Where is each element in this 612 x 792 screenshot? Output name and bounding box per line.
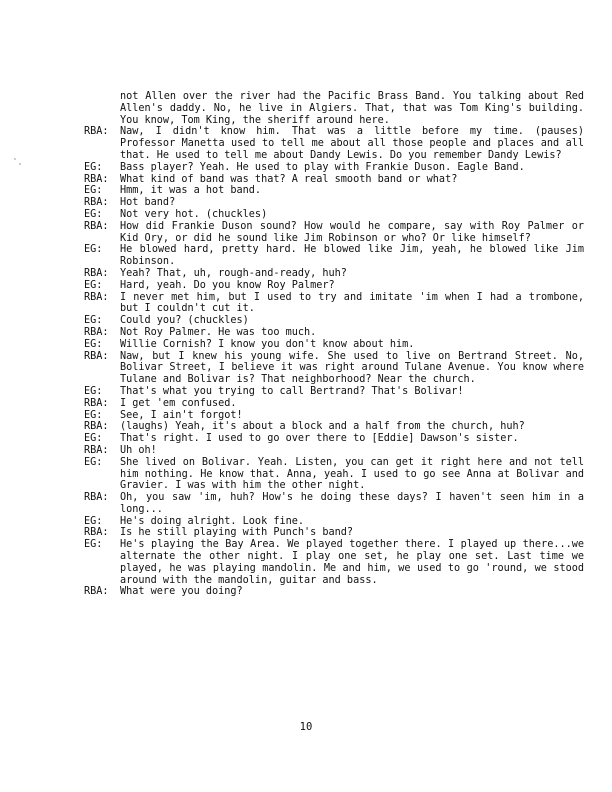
- transcript-entry: [84, 327, 584, 339]
- entry-text: Hot band?: [120, 197, 176, 209]
- entry-text: Could you? (chuckles): [120, 315, 249, 327]
- scan-speck: [14, 158, 16, 160]
- transcript-entry: [84, 280, 584, 292]
- entry-text: Yeah? That, uh, rough-and-ready, huh?: [120, 267, 347, 279]
- speaker-label: RBA:: [84, 326, 109, 338]
- page-number: 10: [299, 721, 313, 733]
- transcript-entry: [84, 386, 584, 398]
- speaker-label: EG:: [84, 208, 103, 220]
- entry-text: What were you doing?: [120, 586, 243, 598]
- transcript-entry: [84, 162, 584, 174]
- transcript-entry: [84, 209, 584, 221]
- transcript-entry: [84, 220, 591, 245]
- transcript-entry: [84, 197, 584, 209]
- entry-text: not Allen over the river had the Pacific Brass Band. You talking about Red Allen's daddy. No, he live in Algiers. That, that was Tom King's building. You know, Tom King, the sheriff around here.: [120, 91, 591, 126]
- transcript-entry: [84, 410, 584, 422]
- speaker-label: EG:: [84, 161, 103, 173]
- entry-text: Oh, you saw 'im, huh? How's he doing these days? I haven't seen him in a long...: [120, 492, 591, 515]
- speaker-label: EG:: [84, 315, 103, 327]
- speaker-label: EG:: [84, 515, 103, 527]
- entry-text: I never met him, but I used to try and imitate 'im when I had a trombone, but I couldn't cut it.: [120, 291, 591, 315]
- entry-text: That's what you trying to call Bertrand? That's Bolivar!: [120, 385, 464, 397]
- speaker-label: RBA:: [84, 444, 109, 456]
- entry-text: Hmm, it was a hot band.: [120, 185, 262, 197]
- transcript-entry: [84, 586, 584, 598]
- transcript-entry: [84, 433, 584, 445]
- entry-text: Not Roy Palmer. He was too much.: [120, 326, 317, 338]
- entry-text: How did Frankie Duson sound? How would he compare, say with Roy Palmer or Kid Ory, or did he sound like Jim Robinson or who? Or like himself?: [120, 220, 591, 244]
- speaker-label: EG:: [84, 279, 103, 291]
- speaker-label: EG:: [84, 244, 103, 256]
- speaker-label: RBA:: [84, 421, 109, 433]
- transcript-entry: [84, 291, 591, 316]
- speaker-label: RBA:: [84, 527, 109, 539]
- entry-text: Bass player? Yeah. He used to play with Frankie Duson. Eagle Band.: [120, 161, 525, 173]
- speaker-label: [84, 91, 120, 126]
- speaker-label: RBA:: [84, 492, 109, 504]
- speaker-label: RBA:: [84, 291, 109, 303]
- transcript-entry: [84, 398, 584, 410]
- entry-text: Willie Cornish? I know you don't know about him.: [120, 338, 415, 350]
- transcript-entry: [84, 126, 591, 161]
- entry-text: Not very hot. (chuckles): [120, 208, 268, 220]
- transcript-entry: [84, 456, 591, 492]
- entry-text: Is he still playing with Punch's band?: [120, 527, 354, 539]
- speaker-label: EG:: [84, 338, 103, 350]
- transcript-entry: [84, 91, 591, 126]
- transcript-entry: [84, 539, 591, 586]
- entry-text: What kind of band was that? A real smooth band or what?: [120, 173, 458, 185]
- transcript-entry: [84, 244, 591, 268]
- speaker-label: RBA:: [84, 173, 109, 185]
- entry-text: Hard, yeah. Do you know Roy Palmer?: [120, 279, 335, 291]
- scan-speck: [19, 163, 21, 165]
- speaker-label: RBA:: [84, 126, 109, 138]
- speaker-label: RBA:: [84, 586, 109, 598]
- speaker-label: RBA:: [84, 197, 109, 209]
- entry-text: He's doing alright. Look fine.: [120, 515, 305, 527]
- transcript-entry: [84, 421, 584, 433]
- entry-text: She lived on Bolivar. Yeah. Listen, you can get it right here and not tell him nothing. He know that. Anna, yeah. I used to go see Anna at Bolivar and Gravier. I was with him the other night.: [120, 456, 591, 492]
- speaker-label: EG:: [84, 433, 103, 445]
- speaker-label: EG:: [84, 409, 103, 421]
- transcript-entry: [84, 527, 584, 539]
- transcript-entry: [84, 185, 584, 197]
- transcript-entry: [84, 516, 584, 528]
- transcript-entry: [84, 350, 591, 386]
- entry-text: Naw, I didn't know him. That was a little before my time. (pauses) Professor Manetta used to tell me about all those people and places and all that. He used to tell me about Dandy Lewis. Do you remember Dandy Lewis?: [120, 126, 591, 161]
- entry-text: I get 'em confused.: [120, 397, 237, 409]
- transcript-entry: [84, 492, 591, 516]
- entry-text: That's right. I used to go over there to [Eddie] Dawson's sister.: [120, 433, 519, 445]
- entry-text: Naw, but I knew his young wife. She used to live on Bertrand Street. No, Bolivar Street, I believe it was right around Tulane Avenue. You know where Tulane and Bolivar is? That neighborhood? Near the church.: [120, 350, 591, 386]
- speaker-label: EG:: [84, 456, 103, 468]
- speaker-label: RBA:: [84, 397, 109, 409]
- transcript-entry: [84, 339, 584, 351]
- transcript-entry: [84, 174, 584, 186]
- speaker-label: RBA:: [84, 220, 109, 232]
- transcript-entry: [84, 315, 584, 327]
- speaker-label: EG:: [84, 185, 103, 197]
- transcript-entry: [84, 445, 584, 457]
- transcript-body: [84, 91, 591, 598]
- entry-text: See, I ain't forgot!: [120, 409, 243, 421]
- entry-text: Uh oh!: [120, 444, 157, 456]
- entry-text: He blowed hard, pretty hard. He blowed like Jim, yeah, he blowed like Jim Robinson.: [120, 244, 591, 268]
- speaker-label: RBA:: [84, 350, 109, 362]
- entry-text: He's playing the Bay Area. We played together there. I played up there...we alternate the other night. I play one set, he play one set. Last time we played, he was playing mandolin. Me and him, we used to go 'round, we stood around with the mandolin, guitar and bass.: [120, 539, 591, 586]
- transcript-entry: [84, 268, 584, 280]
- speaker-label: EG:: [84, 539, 103, 551]
- speaker-label: RBA:: [84, 267, 109, 279]
- speaker-label: EG:: [84, 385, 103, 397]
- entry-text: (laughs) Yeah, it's about a block and a half from the church, huh?: [120, 421, 525, 433]
